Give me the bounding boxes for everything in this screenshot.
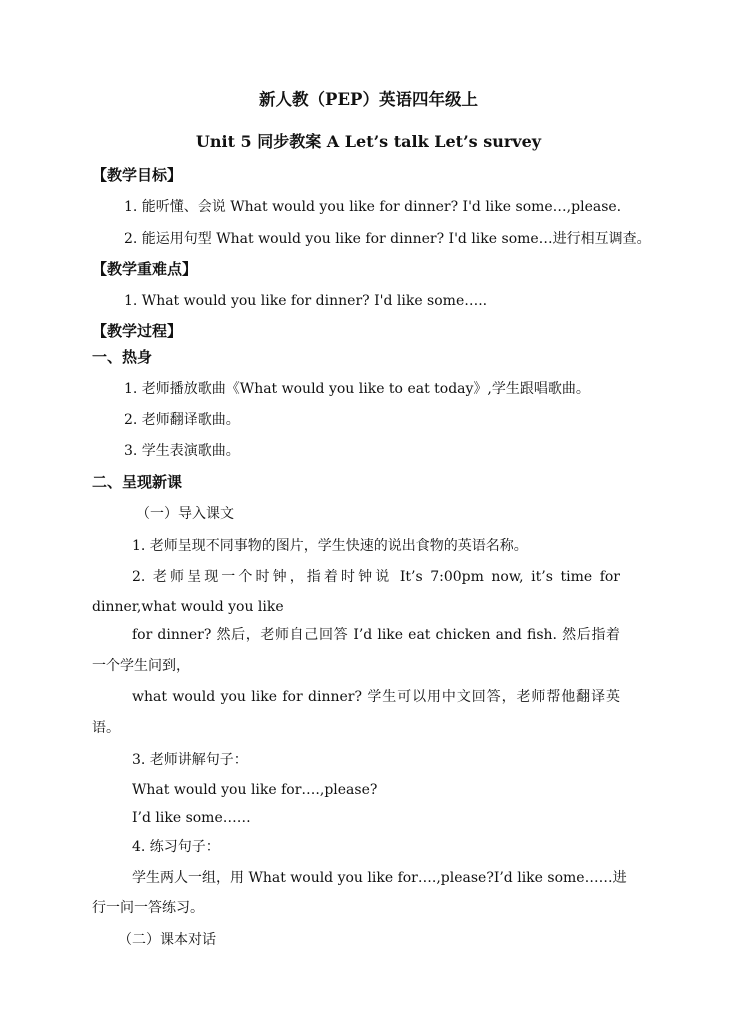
- warm-up-step-1: 1. 老师播放歌曲《What would you like to eat today》,学生跟唱歌曲。: [124, 381, 590, 397]
- lead-in-step-2-line-4: 一个学生问到，: [92, 658, 190, 674]
- lead-in-step-2-line-6: 语。: [92, 720, 120, 736]
- lead-in-step-2-line-5: what would you like for dinner? 学生可以用中文回答，老师帮他翻译英: [132, 689, 620, 705]
- lead-in-step-2-line-1: 2. 老师呈现一个时钟，指着时钟说 It’s 7:00pm now, it’s time for: [132, 569, 620, 585]
- subheading-new-lesson: 二、呈现新课: [92, 473, 183, 491]
- example-sentence-2: I’d like some……: [132, 810, 251, 826]
- section-heading-process: 【教学过程】: [92, 322, 183, 340]
- lead-in-step-1: 1. 老师呈现不同事物的图片，学生快速的说出食物的英语名称。: [132, 538, 528, 554]
- document-subtitle: Unit 5 同步教案 A Let’s talk Let’s survey: [195, 132, 542, 151]
- subsection-textbook-dialogue: （二）课本对话: [118, 932, 216, 948]
- key-point-1: 1. What would you like for dinner? I'd like some…..: [124, 293, 488, 309]
- document-title: 新人教（PEP）英语四年级上: [259, 90, 478, 109]
- section-heading-objectives: 【教学目标】: [92, 166, 183, 184]
- subheading-warm-up: 一、热身: [92, 348, 153, 366]
- warm-up-step-3: 3. 学生表演歌曲。: [124, 443, 240, 459]
- practice-instruction-line-2: 行一问一答练习。: [92, 900, 204, 916]
- lead-in-step-2-line-3: for dinner? 然后，老师自己回答 I’d like eat chicken and fish. 然后指着: [132, 627, 620, 643]
- objective-2: 2. 能运用句型 What would you like for dinner? I'd like some…进行相互调查。: [124, 231, 651, 247]
- example-sentence-1: What would you like for….,please?: [132, 782, 378, 798]
- practice-instruction-line-1: 学生两人一组，用 What would you like for….,please?I’d like some……进: [132, 870, 627, 886]
- lead-in-step-4: 4. 练习句子：: [132, 839, 220, 855]
- lead-in-step-2-line-2: dinner,what would you like: [92, 599, 284, 615]
- section-heading-key-points: 【教学重难点】: [92, 260, 198, 278]
- objective-1: 1. 能听懂、会说 What would you like for dinner? I'd like some…,please.: [124, 199, 622, 215]
- lead-in-step-3: 3. 老师讲解句子：: [132, 752, 248, 768]
- subsection-lead-in: （一）导入课文: [136, 506, 234, 522]
- warm-up-step-2: 2. 老师翻译歌曲。: [124, 412, 240, 428]
